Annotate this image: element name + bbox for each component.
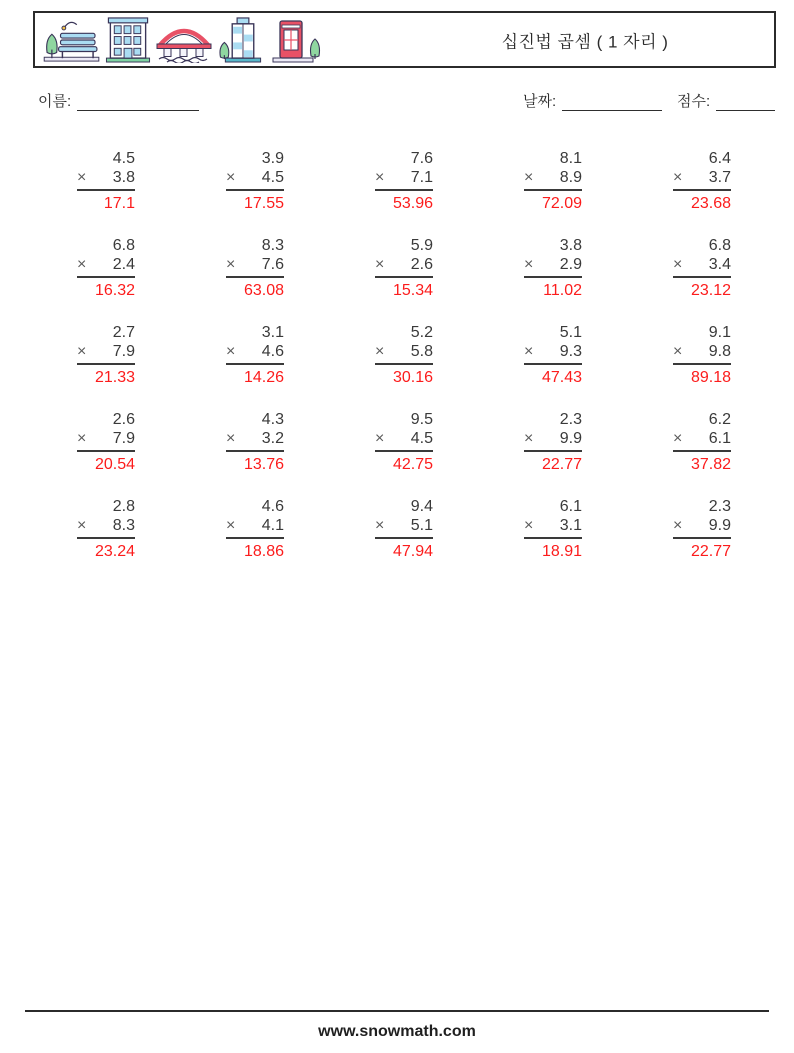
multiplicand: 2.7 xyxy=(112,324,135,341)
answer: 14.26 xyxy=(243,369,284,386)
multiplicand: 2.3 xyxy=(708,498,731,515)
answer: 23.12 xyxy=(690,282,731,299)
multiply-sign: × xyxy=(673,343,683,360)
multiplicand: 6.1 xyxy=(559,498,582,515)
multiplier: 5.8 xyxy=(410,343,433,360)
answer: 89.18 xyxy=(690,369,731,386)
multiply-sign: × xyxy=(77,343,87,360)
multiply-sign: × xyxy=(524,256,534,273)
multiplier: 3.8 xyxy=(112,169,135,186)
problem-cell xyxy=(336,323,485,410)
multiplier: 4.5 xyxy=(410,430,433,447)
score-label: 점수: xyxy=(677,93,711,110)
multiply-sign: × xyxy=(524,517,534,534)
multiplier: 3.2 xyxy=(261,430,284,447)
problem-cell xyxy=(38,323,187,410)
multiplicand: 2.3 xyxy=(559,411,582,428)
multiplier: 7.1 xyxy=(410,169,433,186)
problem-cell xyxy=(485,323,634,410)
multiplier: 2.6 xyxy=(410,256,433,273)
multiplicand: 5.2 xyxy=(410,324,433,341)
footer-divider xyxy=(25,1010,769,1012)
answer: 17.1 xyxy=(103,195,135,212)
problem-cell xyxy=(38,236,187,323)
multiplicand: 4.6 xyxy=(261,498,284,515)
answer: 23.68 xyxy=(690,195,731,212)
multiplicand: 7.6 xyxy=(410,150,433,167)
problem-cell xyxy=(634,410,783,497)
answer: 22.77 xyxy=(690,543,731,560)
multiply-sign: × xyxy=(524,169,534,186)
multiplier: 7.9 xyxy=(112,430,135,447)
building-icon xyxy=(105,16,151,63)
problems-grid xyxy=(38,149,783,584)
multiplier: 7.6 xyxy=(261,256,284,273)
office-tower-icon xyxy=(217,16,267,63)
problem-cell xyxy=(336,236,485,323)
page-title: 십진법 곱셈 ( 1 자리 ) xyxy=(501,32,669,51)
multiply-sign: × xyxy=(375,256,385,273)
multiplicand: 9.5 xyxy=(410,411,433,428)
multiplicand: 2.6 xyxy=(112,411,135,428)
answer: 11.02 xyxy=(543,282,582,299)
date-field xyxy=(523,92,662,111)
multiplicand: 9.4 xyxy=(410,498,433,515)
name-blank-line xyxy=(77,94,199,111)
multiplicand: 3.1 xyxy=(261,324,284,341)
answer: 30.16 xyxy=(392,369,433,386)
multiplier: 9.9 xyxy=(708,517,731,534)
problem-cell xyxy=(485,236,634,323)
multiplicand: 8.3 xyxy=(261,237,284,254)
multiply-sign: × xyxy=(673,169,683,186)
answer: 18.86 xyxy=(243,543,284,560)
multiplicand: 6.8 xyxy=(112,237,135,254)
multiplicand: 6.8 xyxy=(708,237,731,254)
multiplier: 8.9 xyxy=(559,169,582,186)
multiply-sign: × xyxy=(375,517,385,534)
multiplicand: 5.1 xyxy=(559,324,582,341)
answer: 23.24 xyxy=(94,543,135,560)
problem-cell xyxy=(38,497,187,584)
multiplier: 7.9 xyxy=(112,343,135,360)
multiply-sign: × xyxy=(77,517,87,534)
multiplier: 8.3 xyxy=(112,517,135,534)
problem-cell xyxy=(187,149,336,236)
answer: 47.94 xyxy=(392,543,433,560)
multiply-sign: × xyxy=(226,430,236,447)
problem-cell xyxy=(336,497,485,584)
problem-cell xyxy=(634,323,783,410)
answer: 47.43 xyxy=(541,369,582,386)
answer: 63.08 xyxy=(243,282,284,299)
multiplier: 9.8 xyxy=(708,343,731,360)
answer: 72.09 xyxy=(541,195,582,212)
answer: 18.91 xyxy=(541,543,582,560)
answer: 53.96 xyxy=(392,195,433,212)
problem-cell xyxy=(634,236,783,323)
answer: 42.75 xyxy=(392,456,433,473)
multiply-sign: × xyxy=(375,430,385,447)
multiplier: 9.9 xyxy=(559,430,582,447)
problem-cell xyxy=(38,410,187,497)
logo xyxy=(43,16,323,63)
multiplier: 4.6 xyxy=(261,343,284,360)
multiply-sign: × xyxy=(77,169,87,186)
multiply-sign: × xyxy=(226,169,236,186)
phone-booth-icon xyxy=(271,17,323,63)
multiply-sign: × xyxy=(226,256,236,273)
score-field xyxy=(677,92,775,111)
answer: 37.82 xyxy=(690,456,731,473)
problem-cell xyxy=(187,497,336,584)
multiplier: 3.4 xyxy=(708,256,731,273)
problem-cell xyxy=(187,410,336,497)
problem-cell xyxy=(38,149,187,236)
bench-icon xyxy=(43,17,101,63)
multiplier: 2.9 xyxy=(559,256,582,273)
multiplicand: 9.1 xyxy=(708,324,731,341)
multiplicand: 5.9 xyxy=(410,237,433,254)
multiplier: 2.4 xyxy=(112,256,135,273)
answer: 13.76 xyxy=(243,456,284,473)
multiply-sign: × xyxy=(226,517,236,534)
answer: 22.77 xyxy=(541,456,582,473)
problem-cell xyxy=(485,497,634,584)
problem-cell xyxy=(336,410,485,497)
multiplier: 9.3 xyxy=(559,343,582,360)
multiplicand: 4.5 xyxy=(112,150,135,167)
multiplicand: 6.2 xyxy=(708,411,731,428)
date-blank-line xyxy=(562,94,662,111)
multiplicand: 6.4 xyxy=(708,150,731,167)
multiplier: 4.1 xyxy=(261,517,284,534)
multiplier: 4.5 xyxy=(261,169,284,186)
problem-cell xyxy=(187,323,336,410)
multiply-sign: × xyxy=(77,256,87,273)
multiplicand: 3.8 xyxy=(559,237,582,254)
name-label: 이름: xyxy=(38,93,72,110)
problem-cell xyxy=(336,149,485,236)
multiplicand: 3.9 xyxy=(261,150,284,167)
problem-cell xyxy=(634,497,783,584)
header-box xyxy=(33,11,776,68)
answer: 17.55 xyxy=(243,195,284,212)
multiply-sign: × xyxy=(77,430,87,447)
problem-cell xyxy=(634,149,783,236)
multiply-sign: × xyxy=(673,430,683,447)
name-field xyxy=(38,92,199,111)
multiply-sign: × xyxy=(673,517,683,534)
multiplier: 3.7 xyxy=(708,169,731,186)
multiply-sign: × xyxy=(673,256,683,273)
answer: 16.32 xyxy=(94,282,135,299)
problem-cell xyxy=(187,236,336,323)
answer: 21.33 xyxy=(94,369,135,386)
score-blank-line xyxy=(716,94,775,111)
multiplicand: 8.1 xyxy=(559,150,582,167)
multiply-sign: × xyxy=(524,430,534,447)
problem-cell xyxy=(485,149,634,236)
answer: 15.34 xyxy=(392,282,433,299)
multiplicand: 4.3 xyxy=(261,411,284,428)
date-label: 날짜: xyxy=(523,93,557,110)
multiplier: 3.1 xyxy=(559,517,582,534)
multiplicand: 2.8 xyxy=(112,498,135,515)
answer: 20.54 xyxy=(94,456,135,473)
multiplier: 5.1 xyxy=(410,517,433,534)
multiply-sign: × xyxy=(226,343,236,360)
multiply-sign: × xyxy=(375,343,385,360)
multiplier: 6.1 xyxy=(708,430,731,447)
bridge-icon xyxy=(155,17,213,63)
website-text: www.snowmath.com xyxy=(318,1023,476,1040)
multiply-sign: × xyxy=(375,169,385,186)
multiply-sign: × xyxy=(524,343,534,360)
problem-cell xyxy=(485,410,634,497)
